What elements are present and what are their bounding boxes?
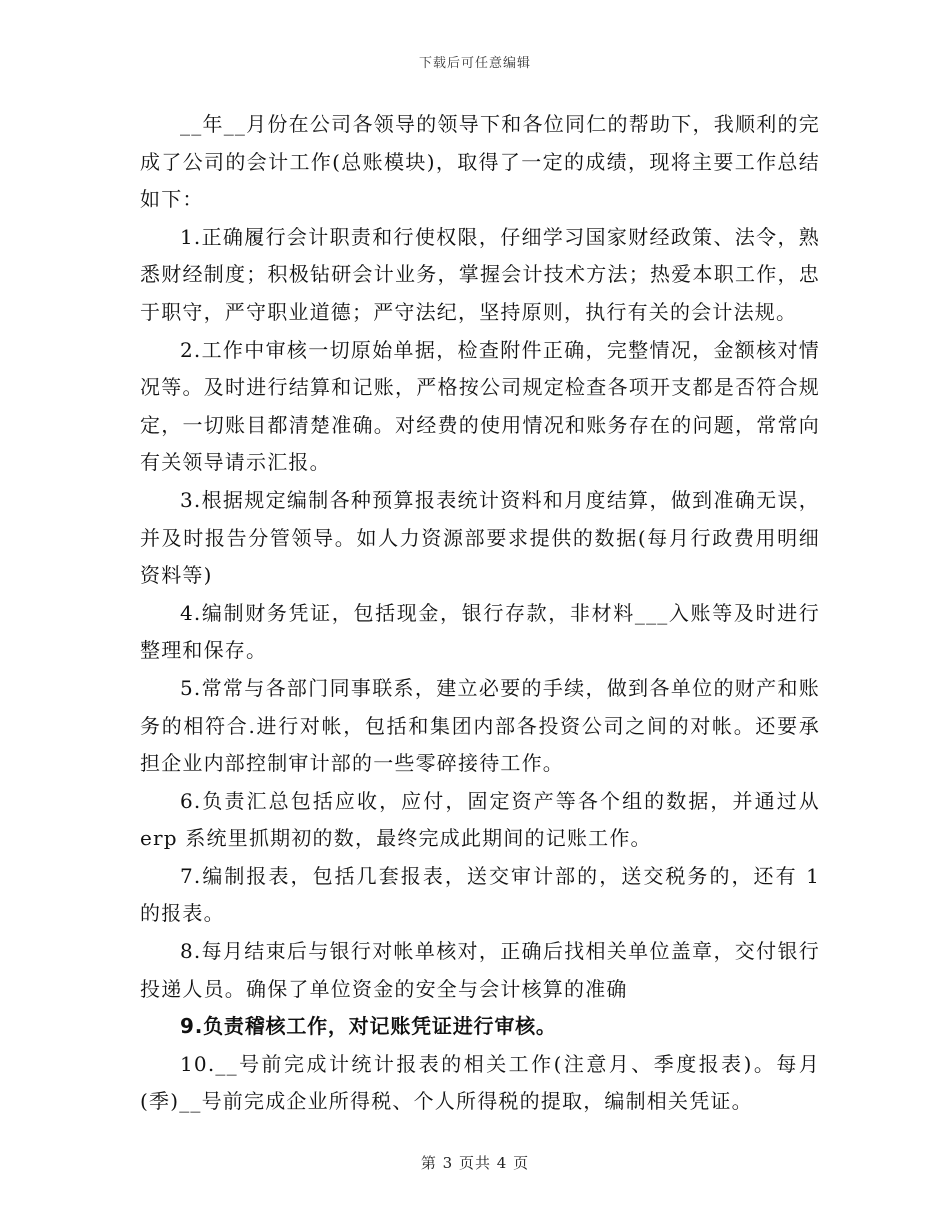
page-number: 第 3 页共 4 页 — [420, 1154, 530, 1172]
paragraph-item-6: 6.负责汇总包括应收，应付，固定资产等各个组的数据，并通过从 erp 系统里抓期初的数，最终完成此期间的记账工作。 — [140, 788, 820, 851]
paragraph-item-5: 5.常常与各部门同事联系，建立必要的手续，做到各单位的财产和账务的相符合.进行对帐，包括和集团内部各投资公司之间的对帐。还要承担企业内部控制审计部的一些零碎接待工作。 — [140, 675, 820, 776]
paragraph-item-2: 2.工作中审核一切原始单据，检查附件正确，完整情况，金额核对情况等。及时进行结算和记账，严格按公司规定检查各项开支都是否符合规定，一切账目都清楚准确。对经费的使用情况和账务存在的问题，常常向有关领导请示汇报。 — [140, 337, 820, 475]
paragraph-item-10: 10.__号前完成计统计报表的相关工作(注意月、季度报表)。每月(季)__号前完成企业所得税、个人所得税的提取，编制相关凭证。 — [140, 1051, 820, 1114]
paragraph-item-3: 3.根据规定编制各种预算报表统计资料和月度结算，做到准确无误，并及时报告分管领导。如人力资源部要求提供的数据(每月行政费用明细资料等) — [140, 487, 820, 588]
page-header: 下载后可任意编辑 — [418, 56, 531, 71]
paragraph-intro: __年__月份在公司各领导的领导下和各位同仁的帮助下，我顺利的完成了公司的会计工作(总账模块)，取得了一定的成绩，现将主要工作总结如下： — [140, 112, 820, 212]
document-body — [140, 106, 820, 1121]
paragraph-item-9: 9.负责稽核工作，对记账凭证进行审核。 — [180, 1014, 557, 1039]
paragraph-item-1: 1.正确履行会计职责和行使权限，仔细学习国家财经政策、法令，熟悉财经制度；积极钻研会计业务，掌握会计技术方法；热爱本职工作，忠于职守，严守职业道德；严守法纪，坚持原则，执行有关的会计法规。 — [140, 224, 820, 324]
paragraph-item-8: 8.每月结束后与银行对帐单核对，正确后找相关单位盖章，交付银行投递人员。确保了单位资金的安全与会计核算的准确 — [140, 939, 820, 1001]
paragraph-item-7: 7.编制报表，包括几套报表，送交审计部的，送交税务的，还有 1 的报表。 — [140, 863, 820, 926]
paragraph-item-4: 4.编制财务凭证，包括现金，银行存款，非材料___入账等及时进行整理和保存。 — [140, 600, 820, 663]
